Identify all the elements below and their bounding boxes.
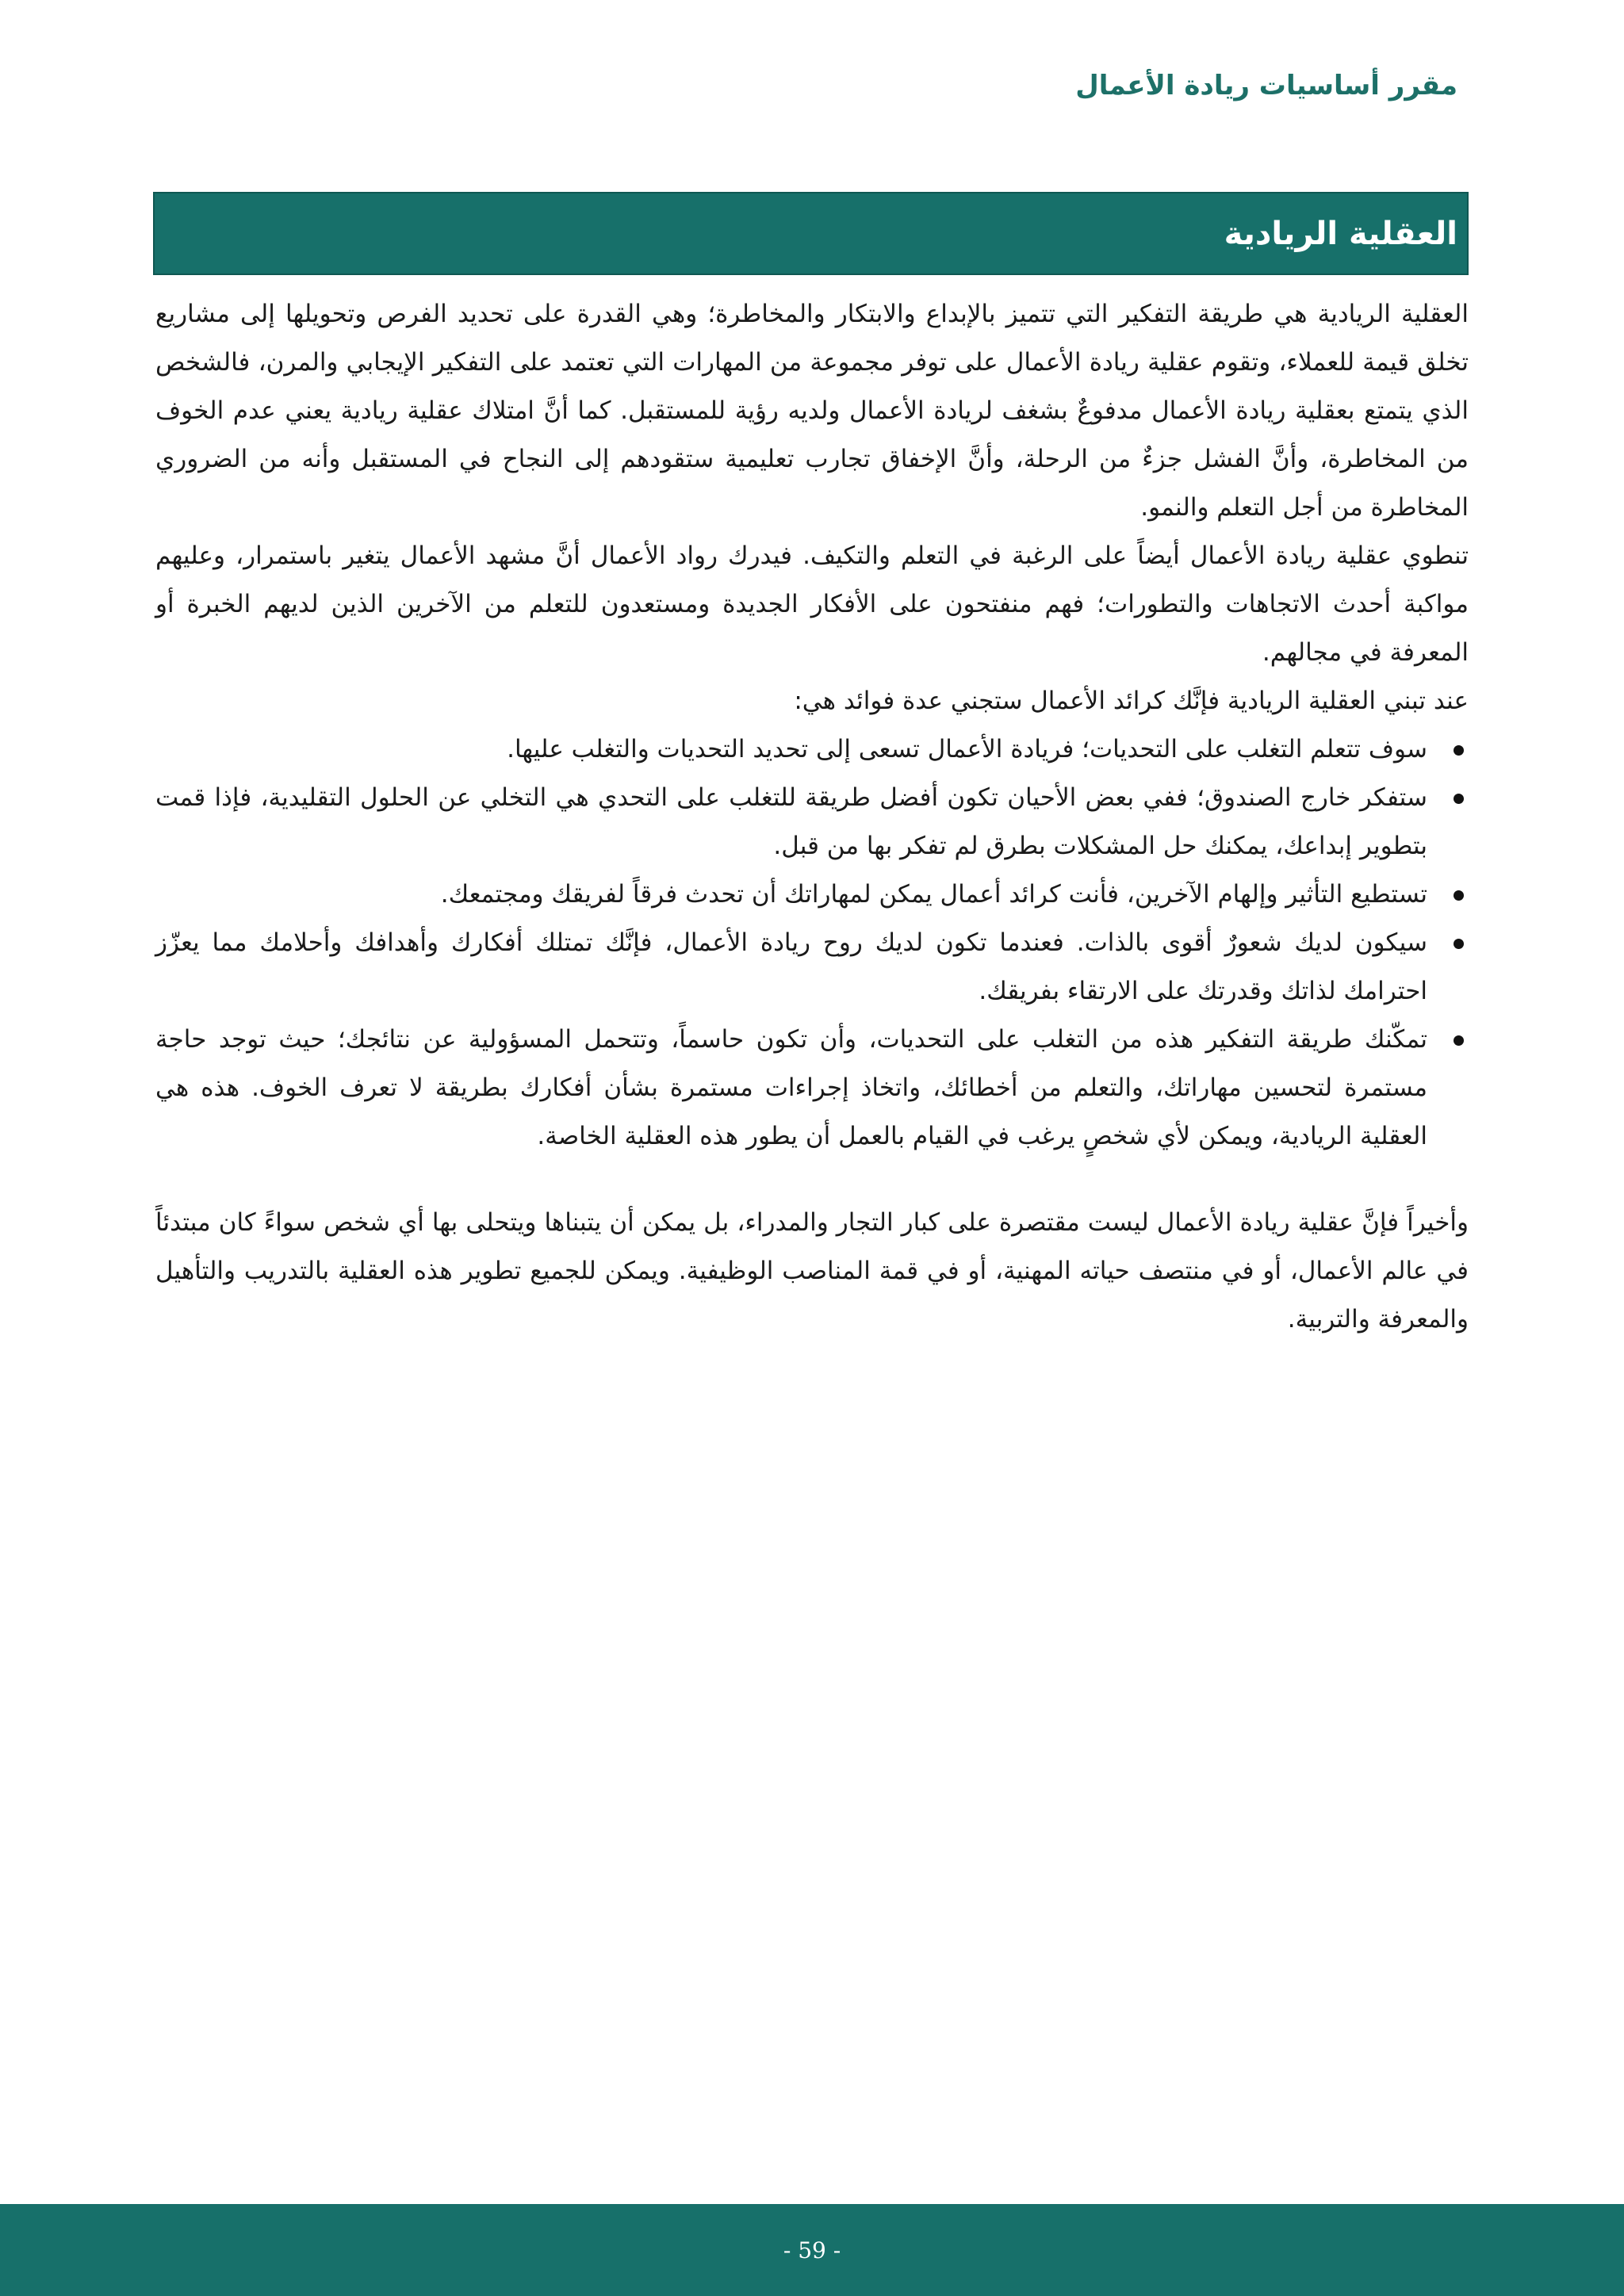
list-item-text: تستطيع التأثير وإلهام الآخرين، فأنت كرائد أعمال يمكن لمهاراتك أن تحدث فرقاً لفريقك ومجتمعك. (440, 880, 1427, 909)
bullet-icon (1454, 1035, 1464, 1046)
course-title: مقرر أساسيات ريادة الأعمال (1075, 70, 1457, 101)
list-item-text: تمكّنك طريقة التفكير هذه من التغلب على التحديات، وأن تكون حاسماً، وتتحمل المسؤولية عن نتائجك؛ حيث توجد حاجة مستمرة لتحسين مهاراتك، والتعلم من أخطائك، واتخاذ إجراءات مستمرة بشأن أفكارك بطريقة لا تعرف الخوف. هذه هي العقلية الريادية، ويمكن لأي شخصٍ يرغب في القيام بالعمل أن يطور هذه العقلية الخاصة. (155, 1025, 1427, 1150)
page-number: - 59 - (783, 2237, 841, 2263)
list-item (155, 1016, 1469, 1161)
paragraph-adaptation: تنطوي عقلية ريادة الأعمال أيضاً على الرغبة في التعلم والتكيف. فيدرك رواد الأعمال أنَّ مشهد الأعمال يتغير باستمرار، وعليهم مواكبة أحدث الاتجاهات والتطورات؛ فهم منفتحون على الأفكار الجديدة ومستعدون للتعلم من الآخرين الذين لديهم الخبرة أو المعرفة في مجالهم. (155, 541, 1469, 667)
list-item (155, 725, 1469, 774)
list-item-text: ستفكر خارج الصندوق؛ ففي بعض الأحيان تكون أفضل طريقة للتغلب على التحدي هي التخلي عن الحلول التقليدية، فإذا قمت بتطوير إبداعك، يمكنك حل المشكلات بطرق لم تفكر بها من قبل. (155, 783, 1427, 860)
bullet-icon (1454, 939, 1464, 949)
paragraph-closing: وأخيراً فإنَّ عقلية ريادة الأعمال ليست مقتصرة على كبار التجار والمدراء، بل يمكن أن يتبناها ويتحلى بها أي شخص سواءً كان مبتدئاً في عالم الأعمال، أو في منتصف حياته المهنية، أو في قمة المناصب الوظيفية. ويمكن للجميع تطوير هذه العقلية بالتدريب والتأهيل والمعرفة والتربية. (155, 1208, 1469, 1334)
bullet-icon (1454, 794, 1464, 804)
list-item (155, 871, 1469, 919)
paragraph-definition: العقلية الريادية هي طريقة التفكير التي تتميز بالإبداع والابتكار والمخاطرة؛ وهي القدرة على تحديد الفرص وتحويلها إلى مشاريع تخلق قيمة للعملاء، وتقوم عقلية ريادة الأعمال على توفر مجموعة من المهارات التي تعتمد على التفكير الإيجابي والمرن، فالشخص الذي يتمتع بعقلية ريادة الأعمال مدفوعٌ بشغف لريادة الأعمال ولديه رؤية للمستقبل. كما أنَّ امتلاك عقلية ريادية يعني عدم الخوف من المخاطرة، وأنَّ الفشل جزءٌ من الرحلة، وأنَّ الإخفاق تجارب تعليمية ستقودهم إلى النجاح في المستقبل وأنه من الضروري المخاطرة من أجل التعلم والنمو. (155, 300, 1469, 522)
list-item-text: سوف تتعلم التغلب على التحديات؛ فريادة الأعمال تسعى إلى تحديد التحديات والتغلب عليها. (507, 735, 1427, 763)
section-banner (153, 192, 1469, 275)
list-item (155, 774, 1469, 871)
body-content (155, 290, 1469, 1344)
list-item-text: سيكون لديك شعورٌ أقوى بالذات. فعندما تكون لديك روح ريادة الأعمال، فإنَّك تمتلك أفكارك وأهدافك وأحلامك مما يعزّز احترامك لذاتك وقدرتك على الارتقاء بفريقك. (155, 928, 1427, 1005)
page-footer (0, 2204, 1624, 2296)
bullet-icon (1454, 745, 1464, 756)
benefits-list (155, 725, 1469, 1161)
spacer (155, 1161, 1469, 1199)
list-item (155, 919, 1469, 1016)
paragraph-benefits-intro: عند تبني العقلية الريادية فإنَّك كرائد الأعمال ستجني عدة فوائد هي: (794, 687, 1469, 715)
bullet-icon (1454, 890, 1464, 901)
section-title: العقلية الريادية (1224, 215, 1457, 252)
